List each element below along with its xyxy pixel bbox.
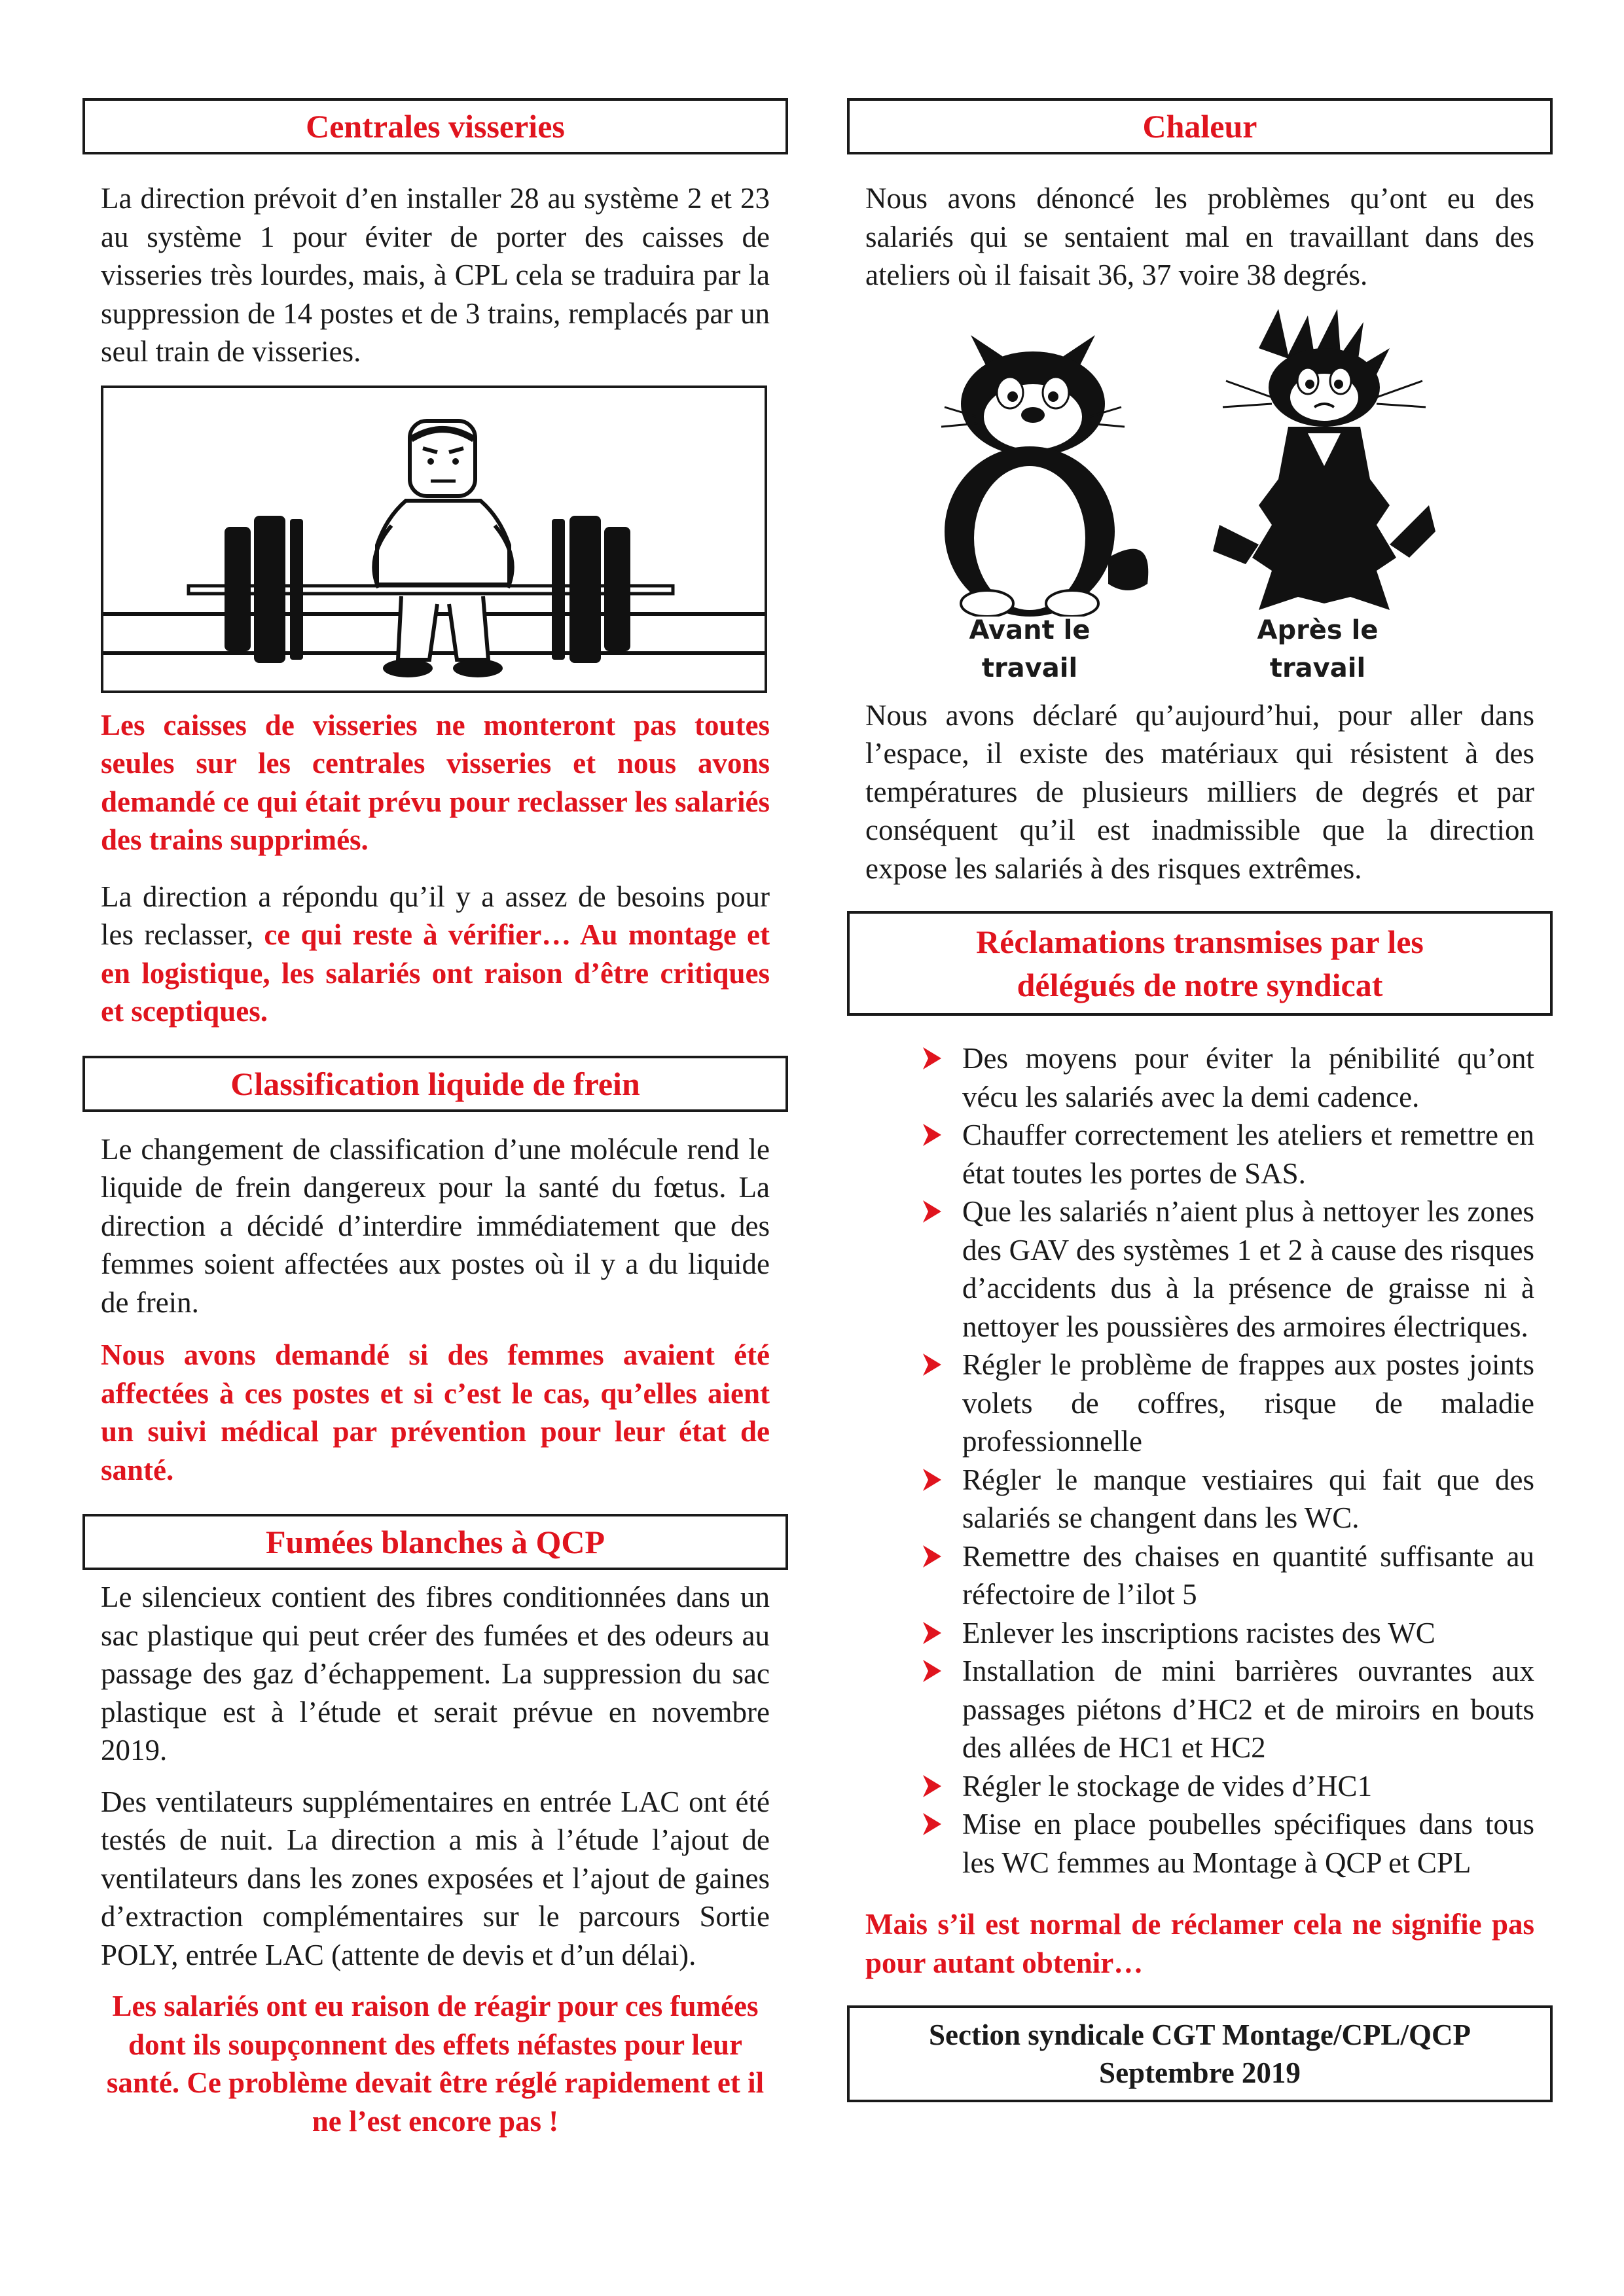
left-column — [82, 98, 788, 2140]
weightlifter-illustration — [101, 386, 767, 693]
liquide-frein-demand: Nous avons demandé si des femmes avaient été affectées à ces postes et si c’est le cas, qu’elles aient un suivi médical par prévention pour leur état de santé. — [101, 1338, 770, 1486]
arrow-bullet-icon — [919, 1193, 945, 1230]
claim-item-text: Enlever les inscriptions racistes des WC — [962, 1616, 1435, 1649]
caption-before — [945, 611, 1115, 687]
claim-item — [847, 1767, 1534, 1806]
centrales-visseries-text: La direction prévoit d’en installer 28 au système 2 et 23 au système 1 pour éviter de porter des caisses de visseries très lourdes, mais, à CPL cela se traduira par la suppression de 14 postes et de 3 trains, remplacés par un seul train de visseries. — [101, 182, 770, 368]
centrales-visseries-demand: Les caisses de visseries ne monteront pas toutes seules sur les centrales visseries et nous avons demandé ce qui était prévu pour reclasser les salariés des trains supprimés. — [101, 708, 770, 856]
cats-illustration — [931, 309, 1468, 689]
arrow-bullet-icon — [919, 1652, 945, 1690]
reclamations-title-line1: Réclamations transmises par les — [976, 924, 1424, 960]
claim-item-text: Régler le stockage de vides d’HC1 — [962, 1769, 1373, 1803]
claims-list — [847, 1039, 1553, 1882]
claim-item — [847, 1193, 1534, 1346]
claim-item-text: Remettre des chaises en quantité suffisante au réfectoire de l’ilot 5 — [962, 1539, 1534, 1611]
claim-item-text: Installation de mini barrières ouvrantes aux passages piétons d’HC2 et de miroirs en bouts des allées de HC1 et HC2 — [962, 1655, 1534, 1764]
reclamations-title-line2: délégués de notre syndicat — [1017, 967, 1383, 1003]
direction-answer-plain: La direction a répondu qu’il y a assez de besoins pour les reclasser, — [101, 880, 770, 951]
direction-answer — [101, 878, 770, 1031]
chaleur-text-1: Nous avons dénoncé les problèmes qu’ont eu des salariés qui se sentaient mal en travaillant dans des ateliers où il faisait 36, 37 voire 38 degrés. — [865, 182, 1534, 291]
claim-item-text: Régler le problème de frappes aux postes joints volets de coffres, risque de maladie professionnelle — [962, 1348, 1534, 1458]
caption-before-line2: travail — [981, 653, 1078, 683]
fumees-conclusion: Les salariés ont eu raison de réagir pour ces fumées dont ils soupçonnent des effets néfastes pour leur santé. Ce problème devait être réglé rapidement et il ne l’est encore pas ! — [106, 1990, 765, 2138]
fumees-text-2: Des ventilateurs supplémentaires en entrée LAC ont été testés de nuit. La direction a mis à l’étude l’ajout de ventilateurs dans les zones exposées et l’ajout de gaines d’extraction complémentaires sur le parcours Sortie POLY, entrée LAC (attente de devis et d’un délai). — [101, 1785, 770, 1971]
fumees-text-1: Le silencieux contient des fibres conditionnées dans un sac plastique qui peut créer des fumées et des odeurs au passage des gaz d’échappement. La suppression du sac plastique est à l’étude et serait prévue en novembre 2019. — [101, 1581, 770, 1767]
footer-line2: Septembre 2019 — [1099, 2056, 1301, 2089]
cats-drawing — [931, 309, 1468, 617]
caption-before-line1: Avant le — [969, 615, 1091, 645]
weightlifter-drawing — [103, 388, 765, 691]
claim-item — [847, 1652, 1534, 1767]
section-title-centrales-visseries: Centrales visseries — [82, 98, 788, 154]
claim-item — [847, 1537, 1534, 1614]
arrow-bullet-icon — [919, 1805, 945, 1843]
chaleur-text-2: Nous avons déclaré qu’aujourd’hui, pour aller dans l’espace, il existe des matériaux qui résistent à des températures de plusieurs milliers de degrés et par conséquent qu’il est inadmissible que la direction expose les salariés à des risques extrêmes. — [865, 698, 1534, 885]
arrow-bullet-icon — [919, 1537, 945, 1575]
direction-answer-red: ce qui reste à vérifier… Au montage et en logistique, les salariés ont raison d’être critiques et sceptiques. — [101, 918, 770, 1028]
section-title-fumees-blanches: Fumées blanches à QCP — [82, 1514, 788, 1570]
claim-item — [847, 1805, 1534, 1882]
claim-item — [847, 1116, 1534, 1193]
cat-before-drawing — [941, 335, 1148, 617]
claim-item-text: Chauffer correctement les ateliers et remettre en état toutes les portes de SAS. — [962, 1119, 1534, 1190]
cat-after-drawing — [1213, 309, 1435, 610]
claim-item — [847, 1461, 1534, 1537]
footer-line1: Section syndicale CGT Montage/CPL/QCP — [929, 2018, 1471, 2051]
claim-item-text: Mise en place poubelles spécifiques dans tous les WC femmes au Montage à QCP et CPL — [962, 1808, 1534, 1879]
arrow-bullet-icon — [919, 1346, 945, 1384]
caption-after-line2: travail — [1269, 653, 1366, 683]
section-title-chaleur: Chaleur — [847, 98, 1553, 154]
section-title-liquide-frein: Classification liquide de frein — [82, 1056, 788, 1112]
claim-item — [847, 1039, 1534, 1116]
arrow-bullet-icon — [919, 1116, 945, 1154]
arrow-bullet-icon — [919, 1039, 945, 1077]
claim-item-text: Que les salariés n’aient plus à nettoyer les zones des GAV des systèmes 1 et 2 à cause des risques d’accidents dus à la présence de graisse ni à nettoyer les poussières des armoires électriques. — [962, 1195, 1534, 1343]
footer-signature — [847, 2005, 1553, 2102]
arrow-bullet-icon — [919, 1767, 945, 1805]
claim-item-text: Régler le manque vestiaires qui fait que des salariés se changent dans les WC. — [962, 1463, 1534, 1534]
arrow-bullet-icon — [919, 1614, 945, 1652]
claim-item — [847, 1346, 1534, 1461]
right-column — [847, 98, 1553, 2102]
liquide-frein-text: Le changement de classification d’une molécule rend le liquide de frein dangereux pour la santé du fœtus. La direction a décidé d’interdire immédiatement que des femmes soient affectées aux postes où il y a du liquide de frein. — [101, 1132, 770, 1319]
arrow-bullet-icon — [919, 1461, 945, 1499]
caption-after-line1: Après le — [1257, 615, 1379, 645]
claim-item — [847, 1614, 1534, 1653]
claims-closing: Mais s’il est normal de réclamer cela ne signifie pas pour autant obtenir… — [865, 1908, 1534, 1979]
section-title-reclamations — [847, 911, 1553, 1016]
claim-item-text: Des moyens pour éviter la pénibilité qu’ont vécu les salariés avec la demi cadence. — [962, 1042, 1534, 1113]
caption-after — [1233, 611, 1403, 687]
